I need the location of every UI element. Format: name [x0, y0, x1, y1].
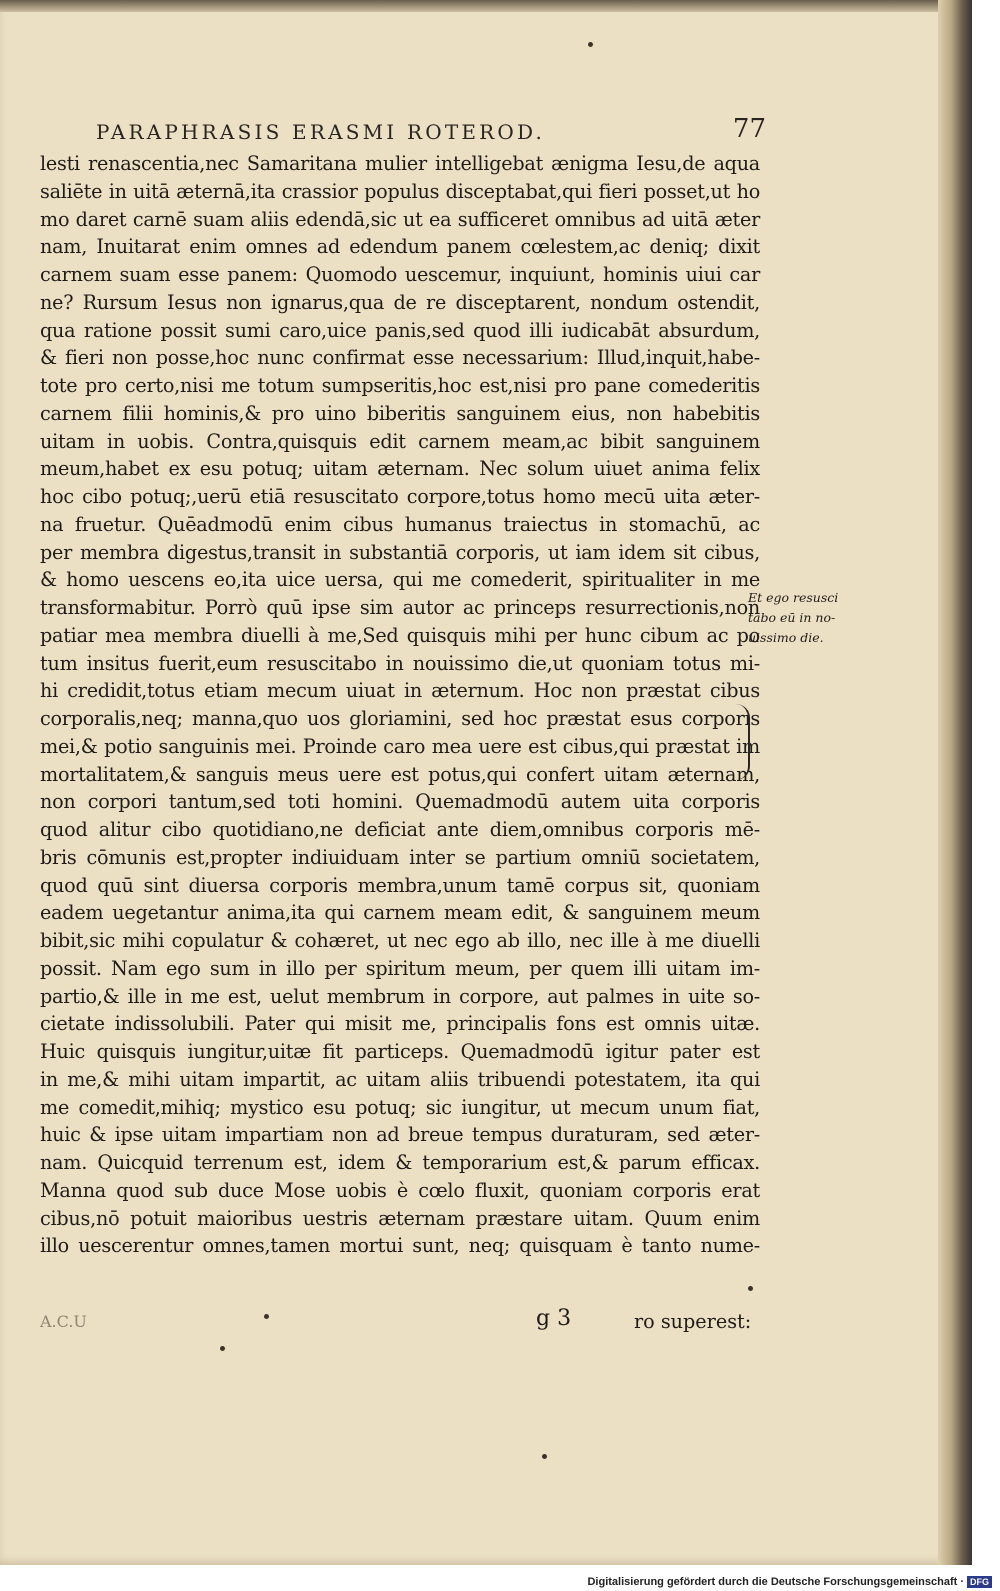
text-line: bibit,sic mihi copulatur & cohæret, ut nec ego ab illo, nec ille à me diuelli [40, 929, 760, 952]
text-line: meum,habet ex esu potuq; uitam æternam. Nec solum uiuet anima felix [40, 457, 760, 481]
text-line: na fruetur. Quēadmodū enim cibus humanus traiectus in stomachū, ac [40, 512, 760, 536]
ink-speck [588, 42, 593, 47]
credit-text: Digitalisierung gefördert durch die Deutsche Forschungsgemeinschaft · [587, 1576, 964, 1588]
text-line: mortalitatem,& sanguis meus uere est potus,qui confert uitam æternam, [40, 762, 760, 786]
marginal-note-line: tabo eū in no- [748, 610, 836, 625]
text-line: non corpori tantum,sed toti homini. Quemadmodū autem uita corporis [40, 790, 760, 814]
running-title: PARAPHRASIS ERASMI ROTEROD. [96, 120, 546, 144]
text-line: bris cōmunis est,propter indiuiduam inter se partium omniū societatem, [40, 845, 760, 869]
text-line: nam. Quicquid terrenum est, idem & temporarium est,& parum efficax. [40, 1151, 760, 1174]
page-fore-edge [938, 0, 972, 1565]
text-line: ne? Rursum Iesus non ignarus,qua de re disceptarent, nondum ostendit, [40, 290, 760, 314]
text-line: quod alitur cibo quotidiano,ne deficiat ante diem,omnibus corporis mē- [40, 818, 760, 841]
text-line: qua ratione possit sumi caro,uice panis,sed quod illi iudicabāt absurdum, [40, 318, 760, 342]
text-line: hoc cibo potuq;,uerū etiā resuscitato corpore,totus homo mecū uita æter- [40, 485, 760, 508]
text-line: me comedit,mihiq; mystico esu potuq; sic iungitur, ut mecum unum fiat, [40, 1095, 760, 1119]
marginal-bracket [736, 704, 750, 780]
text-line: partio,& ille in me est, uelut membrum in corpore, aut palmes in uite so- [40, 984, 760, 1008]
text-line: & homo uescens eo,ita uice uersa, qui me comederit, spiritualiter in me [40, 568, 760, 592]
text-line: Huic quisquis iungitur,uitæ fit particeps. Quemadmodū igitur pater est [40, 1040, 760, 1063]
ink-speck [220, 1346, 225, 1351]
text-line: uitam in uobis. Contra,quisquis edit carnem meam,ac bibit sanguinem [40, 429, 760, 453]
signature-mark: g 3 [536, 1306, 572, 1331]
text-line: per membra digestus,transit in substantiā corporis, ut iam idem sit cibus, [40, 540, 760, 564]
text-line: nam, Inuitarat enim omnes ad edendum panem cœlestem,ac deniq; dixit [40, 235, 760, 259]
text-line: cietate indissolubili. Pater qui misit me, principalis fons est omnis uitæ. [40, 1012, 760, 1036]
text-line: Manna quod sub duce Mose uobis è cœlo fluxit, quoniam corporis erat [40, 1178, 760, 1202]
catchword: ro superest: [634, 1310, 752, 1333]
marginal-note-line: Et ego resusci [748, 590, 839, 605]
text-line: possit. Nam ego sum in illo per spiritum meum, per quem illi uitam im- [40, 956, 760, 980]
marginal-note-line: uissimo die. [748, 630, 824, 645]
marginal-note [748, 588, 858, 648]
text-line: carnem filii hominis,& pro uino biberitis sanguinem eius, non habebitis [40, 401, 760, 425]
text-line: eadem uegetantur anima,ita qui carnem meam edit, & sanguinem meum [40, 901, 760, 925]
running-head [96, 114, 766, 144]
text-line: cibus,nō potuit maioribus uestris æternam præstare uitam. Quum enim [40, 1206, 760, 1230]
text-line: lesti renascentia,nec Samaritana mulier intelligebat ænigma Iesu,de aqua [40, 152, 760, 175]
text-line: corporalis,neq; manna,quo uos gloriamini, sed hoc præstat esus corporis [40, 707, 760, 730]
main-text-block [40, 150, 760, 1260]
text-line: mo daret carnē suam aliis edendā,sic ut ea sufficeret omnibus ad uitā æter [40, 207, 760, 231]
folio-number: 77 [732, 114, 766, 144]
text-line: in me,& mihi uitam impartit, ac uitam aliis tribuendi potestatem, ita qui [40, 1067, 760, 1091]
dfg-logo: DFG [967, 1576, 992, 1588]
text-line: tote pro certo,nisi me totum sumpseritis,hoc est,nisi pro pane comederitis [40, 374, 760, 397]
text-line: hi credidit,totus etiam mecum uiuat in æternum. Hoc non præstat cibus [40, 679, 760, 703]
text-line: illo uescerentur omnes,tamen mortui sunt, neq; quisquam è tanto nume- [40, 1234, 760, 1258]
text-line: transformabitur. Porrò quū ipse sim autor ac princeps resurrectionis,non [40, 596, 760, 619]
text-line: saliēte in uitā æternā,ita crassior populus disceptabat,qui fieri posset,ut ho [40, 179, 760, 203]
text-line: quod quū sint diuersa corporis membra,unum tamē corpus sit, quoniam [40, 873, 760, 897]
ink-speck [748, 1286, 753, 1291]
text-line: huic & ipse uitam impartiam non ad breue tempus duraturam, sed æter- [40, 1123, 760, 1147]
ink-speck [264, 1314, 269, 1319]
digitization-credit [587, 1576, 992, 1588]
text-line: carnem suam esse panem: Quomodo uescemur, inquiunt, hominis uiui car [40, 263, 760, 286]
text-line: tum insitus fuerit,eum resuscitabo in nouissimo die,ut quoniam totus mi- [40, 651, 760, 675]
faint-footer-mark: A.C.U [40, 1312, 87, 1331]
text-line: mei,& potio sanguinis mei. Proinde caro mea uere est cibus,qui præstat im [40, 734, 760, 758]
page-top-edge [0, 0, 940, 12]
text-line: patiar mea membra diuelli à me,Sed quisquis mihi per hunc cibum ac po [40, 623, 760, 647]
ink-speck [542, 1454, 547, 1459]
text-line: & fieri non posse,hoc nunc confirmat esse necessarium: Illud,inquit,habe- [40, 346, 760, 370]
